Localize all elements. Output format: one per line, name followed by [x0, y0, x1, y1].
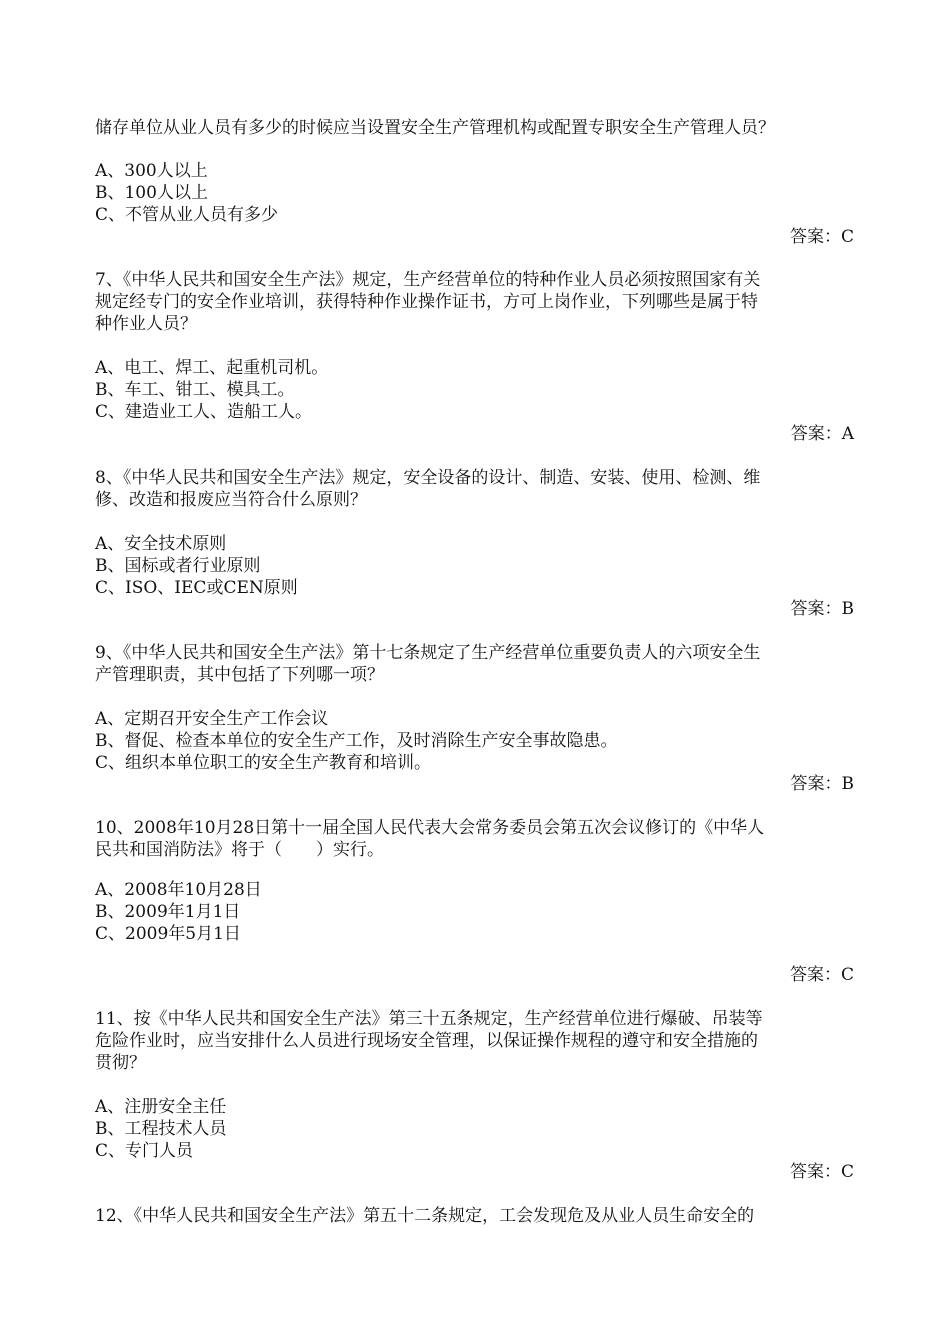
question-text: 10、2008年10月28日第十一届全国人民代表大会常务委员会第五次会议修订的《中华人 — [95, 818, 765, 838]
option-b: B、督促、检查本单位的安全生产工作，及时消除生产安全事故隐患。 — [95, 731, 618, 751]
question-text: 8、《中华人民共和国安全生产法》规定，安全设备的设计、制造、安装、使用、检测、维 — [95, 468, 761, 488]
option-b: B、工程技术人员 — [95, 1119, 227, 1139]
option-c: C、组织本单位职工的安全生产教育和培训。 — [95, 753, 432, 773]
option-b: B、2009年1月1日 — [95, 902, 241, 922]
option-b: B、100人以上 — [95, 183, 208, 203]
question-text: 储存单位从业人员有多少的时候应当设置安全生产管理机构或配置专职安全生产管理人员？ — [95, 118, 775, 138]
answer-text: 答案：C — [789, 1162, 854, 1182]
option-c: C、建造业工人、造船工人。 — [95, 402, 313, 422]
answer-text: 答案：A — [790, 424, 854, 444]
question-text: 11、按《中华人民共和国安全生产法》第三十五条规定，生产经营单位进行爆破、吊装等 — [95, 1009, 763, 1029]
question-text: 危险作业时，应当安排什么人员进行现场安全管理，以保证操作规程的遵守和安全措施的 — [95, 1031, 758, 1051]
question-text: 7、《中华人民共和国安全生产法》规定，生产经营单位的特种作业人员必须按照国家有关 — [95, 270, 761, 290]
question-text: 种作业人员？ — [95, 314, 197, 334]
question-text: 产管理职责，其中包括了下列哪一项？ — [95, 665, 384, 685]
answer-text: 答案：B — [790, 599, 854, 619]
option-a: A、2008年10月28日 — [95, 880, 262, 900]
option-a: A、注册安全主任 — [95, 1097, 227, 1117]
question-text: 规定经专门的安全作业培训，获得特种作业操作证书，方可上岗作业，下列哪些是属于特 — [95, 292, 758, 312]
option-a: A、电工、焊工、起重机司机。 — [95, 358, 329, 378]
question-text: 12、《中华人民共和国安全生产法》第五十二条规定，工会发现危及从业人员生命安全的 — [95, 1206, 755, 1226]
answer-text: 答案：C — [789, 227, 854, 247]
answer-text: 答案：B — [790, 774, 854, 794]
question-text: 修、改造和报废应当符合什么原则？ — [95, 490, 367, 510]
option-c: C、不管从业人员有多少 — [95, 205, 279, 225]
option-b: B、车工、钳工、模具工。 — [95, 380, 295, 400]
option-a: A、300人以上 — [95, 161, 208, 181]
option-c: C、2009年5月1日 — [95, 924, 241, 944]
option-c: C、专门人员 — [95, 1141, 194, 1161]
question-text: 民共和国消防法》将于（ ）实行。 — [95, 840, 384, 860]
answer-text: 答案：C — [789, 965, 854, 985]
option-c: C、ISO、IEC或CEN原则 — [95, 578, 298, 598]
option-a: A、定期召开安全生产工作会议 — [95, 709, 329, 729]
question-text: 贯彻？ — [95, 1053, 146, 1073]
option-b: B、国标或者行业原则 — [95, 556, 261, 576]
option-a: A、安全技术原则 — [95, 534, 227, 554]
question-text: 9、《中华人民共和国安全生产法》第十七条规定了生产经营单位重要负责人的六项安全生 — [95, 643, 761, 663]
